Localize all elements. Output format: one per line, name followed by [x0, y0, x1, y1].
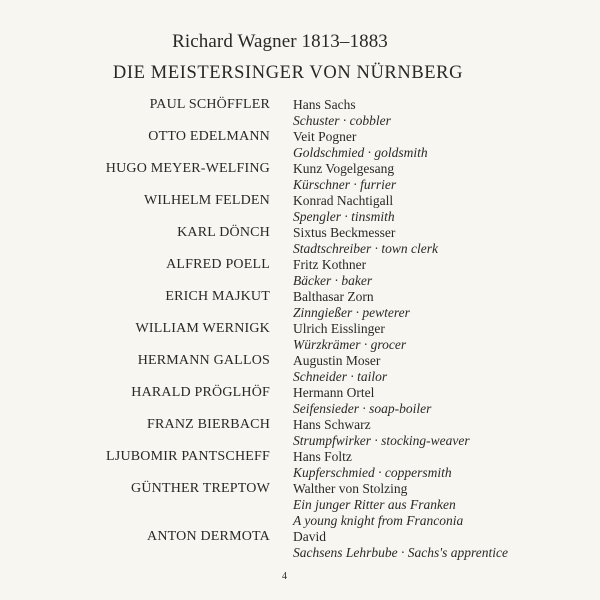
role-description: Bäcker · baker — [293, 273, 373, 288]
role-name: Walther von Stolzing — [293, 481, 408, 496]
role-block — [293, 289, 410, 321]
role-name: Augustin Moser — [293, 353, 381, 368]
singer-name: WILLIAM WERNIGK — [135, 321, 270, 336]
role-block — [293, 385, 431, 417]
singer-name: LJUBOMIR PANTSCHEFF — [106, 449, 270, 464]
role-name: Balthasar Zorn — [293, 289, 374, 304]
cast-entry — [0, 321, 600, 353]
cast-entry — [0, 385, 600, 417]
role-name: Sixtus Beckmesser — [293, 225, 396, 240]
role-name: Kunz Vogelgesang — [293, 161, 395, 176]
singer-name: HUGO MEYER-WELFING — [105, 161, 270, 176]
role-name: Konrad Nachtigall — [293, 193, 394, 208]
role-name: Fritz Kothner — [293, 257, 367, 272]
singer-name: ERICH MAJKUT — [165, 289, 270, 304]
page-number: 4 — [282, 571, 287, 582]
cast-entry — [0, 257, 600, 289]
role-description: A young knight from Franconia — [293, 513, 464, 528]
role-block — [293, 225, 438, 257]
role-description: Spengler · tinsmith — [293, 209, 395, 224]
role-name: Hans Sachs — [293, 97, 356, 112]
role-name: Hans Schwarz — [293, 417, 371, 432]
role-description: Würzkrämer · grocer — [293, 337, 407, 352]
composer-heading: Richard Wagner 1813–1883 — [172, 31, 388, 52]
role-description: Sachsens Lehrbube · Sachs's apprentice — [293, 545, 508, 560]
singer-name: ALFRED POELL — [166, 257, 270, 272]
singer-name: ANTON DERMOTA — [147, 529, 270, 544]
role-block — [293, 417, 470, 449]
role-block — [293, 481, 463, 529]
role-block — [293, 321, 406, 353]
cast-entry — [0, 449, 600, 481]
role-description: Stadtschreiber · town clerk — [293, 241, 438, 256]
cast-entry — [0, 97, 600, 129]
role-block — [293, 257, 372, 289]
cast-entry — [0, 353, 600, 385]
cast-entry — [0, 529, 600, 561]
role-name: David — [293, 529, 326, 544]
cast-entry — [0, 417, 600, 449]
role-description: Schuster · cobbler — [293, 113, 391, 128]
role-description: Kürschner · furrier — [293, 177, 397, 192]
role-block — [293, 161, 396, 193]
role-block — [293, 529, 508, 561]
role-name: Hans Foltz — [293, 449, 352, 464]
role-description: Kupferschmied · coppersmith — [293, 465, 452, 480]
cast-entry — [0, 225, 600, 257]
role-description: Goldschmied · goldsmith — [293, 145, 428, 160]
singer-name: PAUL SCHÖFFLER — [149, 97, 270, 112]
singer-name: HARALD PRÖGLHÖF — [131, 385, 270, 400]
role-description: Strumpfwirker · stocking-weaver — [293, 433, 470, 448]
opera-title: DIE MEISTERSINGER VON NÜRNBERG — [112, 63, 464, 83]
role-block — [293, 193, 395, 225]
role-block — [293, 97, 391, 129]
cast-entry — [0, 289, 600, 321]
role-description: Ein junger Ritter aus Franken — [293, 497, 456, 512]
role-block — [293, 353, 387, 385]
role-description: Schneider · tailor — [293, 369, 388, 384]
singer-name: FRANZ BIERBACH — [147, 417, 270, 432]
singer-name: HERMANN GALLOS — [137, 353, 270, 368]
singer-name: KARL DÖNCH — [177, 225, 270, 240]
singer-name: GÜNTHER TREPTOW — [131, 481, 270, 496]
singer-name: OTTO EDELMANN — [148, 129, 270, 144]
role-description: Seifensieder · soap-boiler — [293, 401, 432, 416]
role-name: Veit Pogner — [293, 129, 357, 144]
cast-entry — [0, 481, 600, 529]
cast-entry — [0, 129, 600, 161]
cast-entry — [0, 161, 600, 193]
cast-list — [0, 97, 600, 561]
role-description: Zinngießer · pewterer — [293, 305, 410, 320]
role-name: Hermann Ortel — [293, 385, 375, 400]
singer-name: WILHELM FELDEN — [143, 193, 270, 208]
role-name: Ulrich Eisslinger — [293, 321, 385, 336]
cast-entry — [0, 193, 600, 225]
role-block — [293, 449, 452, 481]
role-block — [293, 129, 428, 161]
